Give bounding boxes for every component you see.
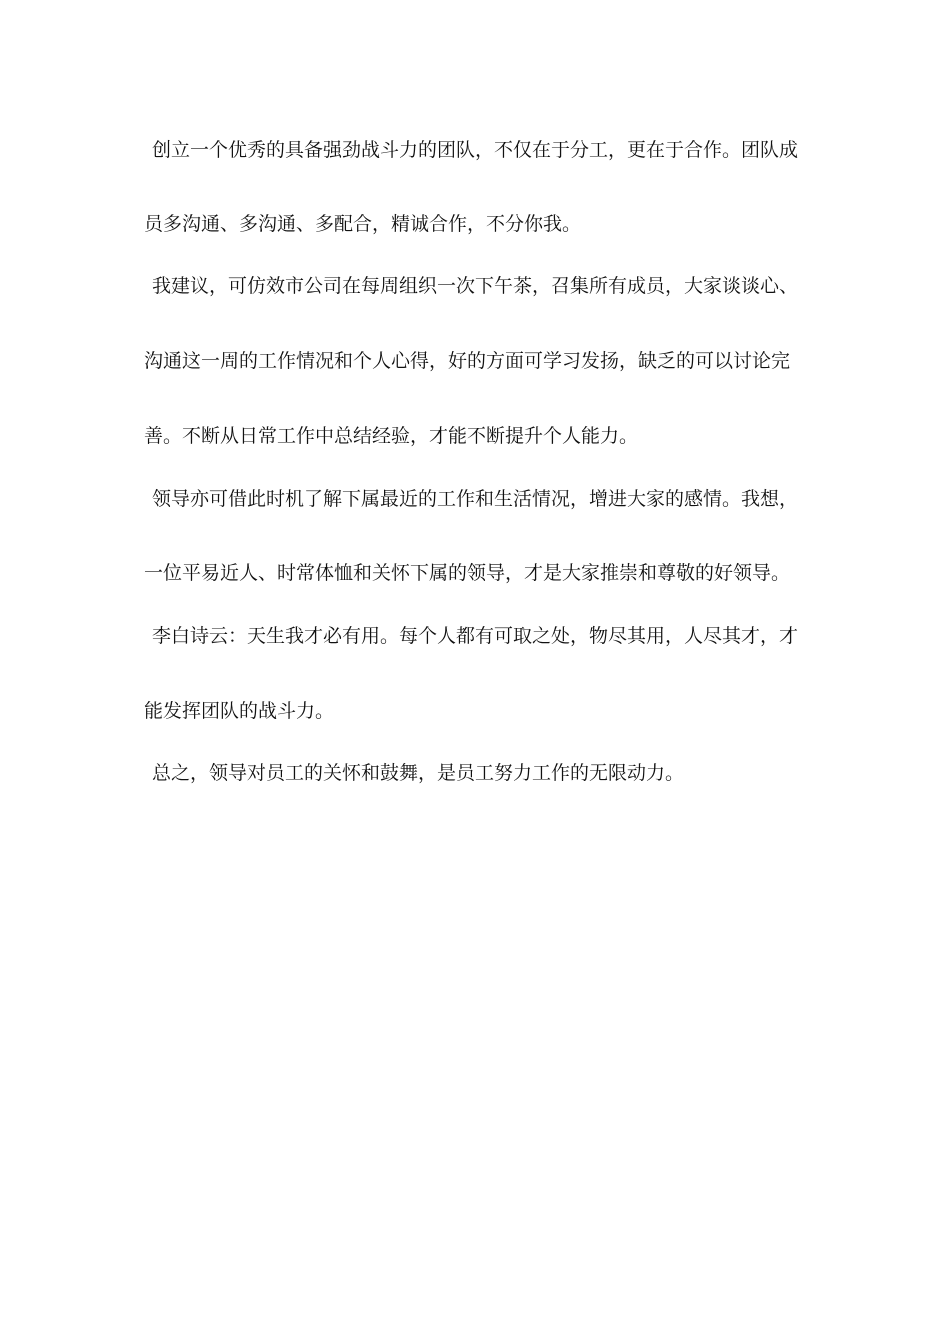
paragraph-3-line-1: 领导亦可借此时机了解下属最近的工作和生活情况，增进大家的感情。我想， (152, 488, 799, 510)
paragraph-2-line-3: 善。不断从日常工作中总结经验，才能不断提升个人能力。 (144, 425, 639, 447)
paragraph-1-line-1: 创立一个优秀的具备强劲战斗力的团队，不仅在于分工，更在于合作。团队成 (152, 139, 799, 161)
paragraph-1-line-2: 员多沟通、多沟通、多配合，精诚合作，不分你我。 (144, 213, 582, 235)
paragraph-4-line-2: 能发挥团队的战斗力。 (144, 700, 335, 722)
paragraph-2-line-2: 沟通这一周的工作情况和个人心得，好的方面可学习发扬，缺乏的可以讨论完 (144, 350, 791, 372)
paragraph-4-line-1: 李白诗云：天生我才必有用。每个人都有可取之处，物尽其用，人尽其才，才 (152, 625, 799, 647)
paragraph-2-line-1: 我建议，可仿效市公司在每周组织一次下午茶，召集所有成员，大家谈谈心、 (152, 275, 799, 297)
paragraph-5-line-1: 总之，领导对员工的关怀和鼓舞，是员工努力工作的无限动力。 (152, 762, 685, 784)
paragraph-3-line-2: 一位平易近人、时常体恤和关怀下属的领导，才是大家推崇和尊敬的好领导。 (144, 562, 791, 584)
